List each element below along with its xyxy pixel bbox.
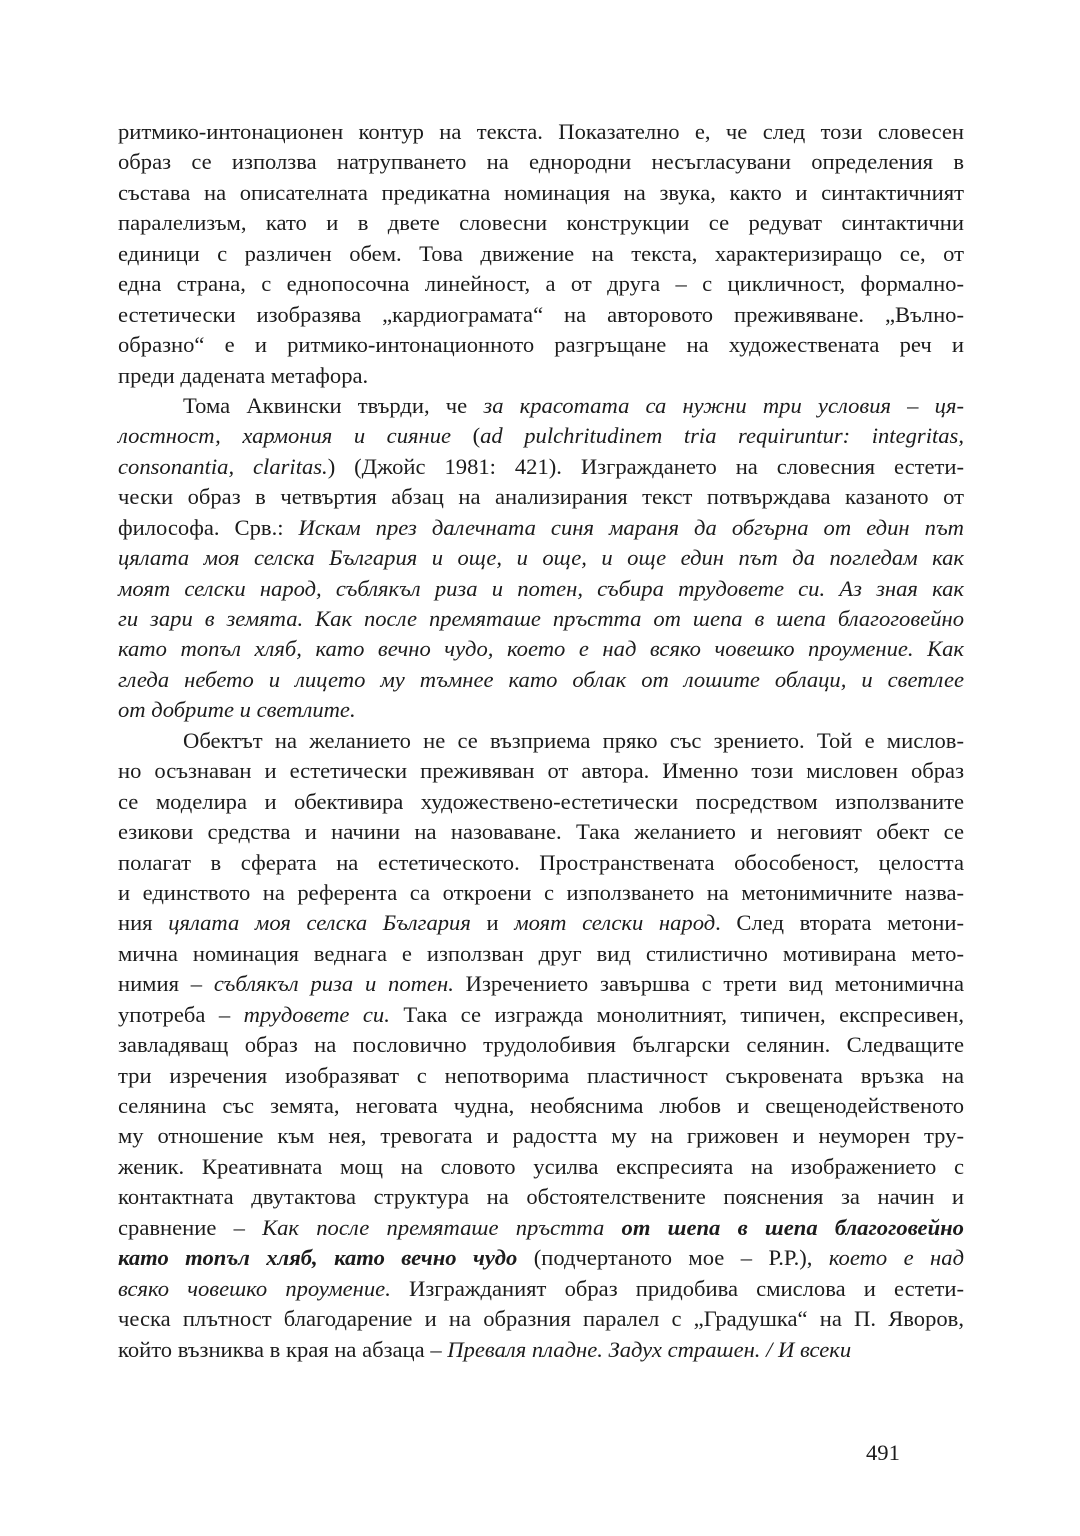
text-line: [118, 208, 964, 238]
text-run: ритмико-интонационен контур на текста. Показателно е, че след този словесен: [118, 119, 964, 144]
text-run: Обектът на желанието не се възприема пряко със зрението. Той е мислов-: [183, 727, 964, 753]
text-run: съблякъл риза и потен.: [213, 971, 454, 997]
text-run: лостност, хармония и сияние: [118, 423, 452, 449]
text-run: единици с различен обем. Това движение на текста, характеризиращо се, от: [118, 240, 964, 266]
text-line: [118, 756, 964, 786]
text-run: му отношение към нея, тревогата и радостта му на грижовен и неуморен тру-: [118, 1123, 964, 1149]
text-run: ги зари в земята. Как после премяташе пръстта от шепа в шепа благоговейно: [118, 606, 964, 631]
text-line: [118, 269, 964, 299]
text-line: [118, 1335, 964, 1365]
text-line: [118, 421, 964, 451]
text-line: [118, 1030, 964, 1060]
text-run: моят селски народ: [514, 910, 716, 936]
text-run: три изречения изобразяват с непотворима пластичност съкровената връзка на: [118, 1062, 964, 1088]
text-run: от добрите и светлите.: [118, 697, 356, 723]
text-run: естетически изобразява „кардиограмата“ на авторовото преживяване. „Вълно-: [118, 301, 964, 327]
text-run: селянина със земята, неговата чудна, необяснима любов и свещенодейственото: [118, 1093, 964, 1118]
text-run: се моделира и обективира художествено-естетически посредством използваните: [118, 788, 964, 814]
text-line: [118, 665, 964, 695]
text-run: образно“ е и ритмико-интонационното разгръщане на художествената реч и: [118, 332, 964, 358]
text-line: [118, 604, 964, 634]
text-line: [118, 1182, 964, 1212]
text-run: завладяващ образ на пословично трудолобивия български селянин. Следващите: [118, 1032, 964, 1058]
text-run: което е над: [828, 1245, 964, 1271]
text-run: цялата моя селска България и още, и още, и още един път да погледам как: [118, 545, 964, 571]
text-line: [118, 1304, 964, 1334]
text-run: като топъл хляб, като вечно чудо: [118, 1245, 518, 1271]
text-run: Преваля пладне. Задух страшен. / И всеки: [447, 1336, 852, 1362]
text-run: Как после премяташе пръстта: [262, 1214, 622, 1240]
text-run: контактната двутактова структура на обстоятелствените пояснения за начин и: [118, 1184, 964, 1210]
body-text: [118, 117, 964, 1365]
text-run: (: [451, 423, 481, 449]
paragraph: [118, 726, 964, 1365]
text-line: [118, 848, 964, 878]
text-run: от шепа в шепа благоговейно: [621, 1214, 964, 1240]
paragraph: [118, 117, 964, 391]
text-line: [118, 1152, 964, 1182]
text-run: употреба –: [118, 1001, 244, 1027]
text-line: [118, 939, 964, 969]
text-run: женик. Креативната мощ на словото усилва експресията на изображението с: [118, 1153, 964, 1179]
text-line: [118, 908, 964, 938]
text-run: сравнение –: [118, 1214, 263, 1240]
text-line: [118, 1000, 964, 1030]
text-line: [118, 1121, 964, 1151]
text-run: ) (Джойс 1981: 421). Изграждането на словесния естети-: [327, 453, 964, 479]
text-line: [118, 117, 964, 147]
text-run: consonantia, claritas.: [118, 453, 328, 479]
text-line: [118, 147, 964, 177]
text-line: [118, 239, 964, 269]
text-line: [118, 969, 964, 999]
text-run: който възниква в края на абзаца –: [118, 1336, 448, 1362]
text-run: ad pulchritudinem tria requiruntur: integritas,: [480, 423, 964, 449]
text-run: но осъзнаван и естетически преживяван от автора. Именно този мисловен образ: [118, 758, 964, 784]
text-line: [118, 513, 964, 543]
text-run: ния: [118, 910, 169, 936]
text-run: трудовете си.: [243, 1001, 390, 1027]
text-line: [118, 1243, 964, 1273]
text-line: [118, 482, 964, 512]
text-run: (подчертаното мое – Р.Р.),: [517, 1245, 829, 1271]
text-run: за красотата са нужни три условия – ця-: [483, 392, 964, 418]
text-line: [118, 452, 964, 482]
text-run: образ се използва натрупването на еднородни несъгласувани определения в: [118, 149, 964, 175]
text-run: полагат в сферата на естетическото. Пространствената обособеност, целостта: [118, 849, 964, 875]
text-line: [118, 787, 964, 817]
text-run: Изречението завършва с трети вид метонимична: [453, 971, 964, 997]
text-run: нимия –: [118, 971, 214, 997]
text-line: [118, 1213, 964, 1243]
text-run: моят селски народ, съблякъл риза и потен, събира трудовете си. Аз зная как: [118, 575, 964, 601]
text-run: състава на описателната предикатна номинация на звука, както и синтактичният: [118, 179, 964, 205]
text-run: и единството на референта са откроени с използването на метонимичните назва-: [118, 879, 964, 905]
text-line: [118, 878, 964, 908]
text-run: всяко човешко проумение.: [118, 1275, 391, 1301]
text-run: като топъл хляб, като вечно чудо, което е над всяко човешко проумение. Как: [118, 636, 964, 662]
page-number: 491: [866, 1440, 900, 1465]
text-line: [118, 361, 964, 391]
text-line: [118, 1061, 964, 1091]
text-line: [118, 391, 964, 421]
text-line: [118, 543, 964, 573]
text-run: . След втората метони-: [715, 910, 965, 936]
text-run: Изгражданият образ придобива смислова и естети-: [390, 1275, 964, 1301]
text-run: гледа небето и лицето му тъмнее като облак от лошите облаци, и светлее: [118, 666, 964, 692]
text-line: [118, 695, 964, 725]
text-line: [118, 330, 964, 360]
text-line: [118, 817, 964, 847]
text-run: чески образ в четвъртия абзац на анализирания текст потвърждава казаното от: [118, 484, 964, 510]
text-run: езикови средства и начини на назоваване. Така желанието и неговият обект се: [118, 819, 964, 845]
text-run: една страна, с еднопосочна линейност, а от друга – с цикличност, формално-: [118, 271, 964, 297]
text-line: [118, 574, 964, 604]
text-line: [118, 300, 964, 330]
text-run: паралелизъм, като и в двете словесни конструкции се редуват синтактични: [118, 210, 964, 236]
text-run: цялата моя селска България: [168, 910, 471, 936]
text-line: [118, 178, 964, 208]
text-run: философа. Срв.:: [118, 514, 299, 540]
text-run: Искам през далечната синя мараня да обгърна от един път: [298, 514, 964, 540]
text-run: мична номинация веднага е използван друг вид стилистично мотивирана мето-: [118, 940, 964, 966]
text-line: [118, 1274, 964, 1304]
text-line: [118, 1091, 964, 1121]
text-run: Тома Аквински твърди, че: [183, 392, 484, 418]
text-run: ческа плътност благодарение и на образния паралел с „Градушка“ на П. Яворов,: [118, 1306, 964, 1332]
text-line: [118, 726, 964, 756]
text-run: и: [470, 910, 515, 936]
text-run: преди дадената метафора.: [118, 362, 369, 388]
text-line: [118, 634, 964, 664]
paragraph: [118, 391, 964, 726]
text-run: Така се изгражда монолитният, типичен, експресивен,: [389, 1001, 964, 1027]
